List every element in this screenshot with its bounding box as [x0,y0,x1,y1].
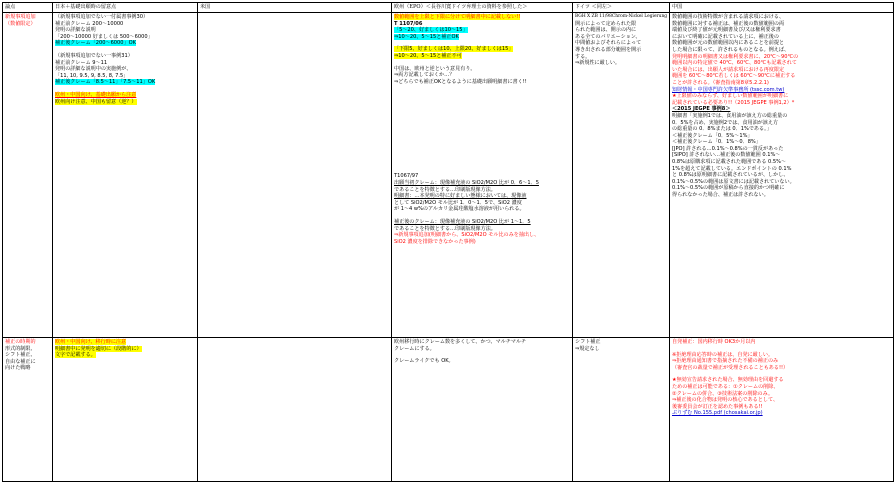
row1-cn: 数値範囲の技術特徴が含まれる請求項における、 数値範囲に対する補正は、補正後の数値範囲の両 端値及び終了値が元明細書及び/又は権利要求書 において明確に記載されている上に、補正後の 数値範囲が元の数値範囲以内にあることを前提と した場合に限って、許されるものとなる。例えば、 発明明細書の明細書又は権利要求書に、20℃〜90℃の 範囲以内の特定値で 40℃、60℃、80℃も記載されて いた場合には、出願人が請求項における再度限定 範囲を 60℃〜80℃若しくは 60℃〜90℃に補正する ことが許される。（審査指南第8章5.2.2.1) 知財情報・中国専門許欠準事務所 (tssc.com.tw) ★上限値のみならず、好ましい数値範囲が明細書に 記載されている必要あり!!（2015 JEGPE 事例1,2）* ＜2015 JEGPE 事例8＞ 明細書「実施例1では、食用油が該え方の総重量の 0．5%を占め、実施例2では、食用油が該え方 の総重量の 0．8%または 0．1%である。」 ＜補正後クレーム「0．5%〜1%」 ＜補正後クレーム「0．1%〜0．8%」 [JPO] 許される…0.1%〜0.8%の一貫反があった [SIPO] 許されない…補正後の数値範囲 0.1%〜 0.8%は原購求項に記載された範囲である 0.5%〜 1%を超えて記載している。エンドポイントの 0.1% と 0.8%は原明細書に記載されているが、しかし、 0.1%〜0.5%の範囲は原文書には記載されていない。 0.1%〜0.5%の範囲が原稿から直接的かつ明確に 得られなかった場合、補正は許されない。 [670,13,894,338]
row2-japan: 欧州・中国向け、移行時に注意 明細書中に発明を適切に（段階的に） 文字で記載する。 [53,338,198,482]
header-de: ドイツ ＜同左＞ [573,3,670,13]
header-cn: 中国 [670,3,894,13]
row-amendment-timing [3,338,894,482]
row1-topic: 新規事項追加 （数値限定） [3,13,53,338]
row1-us [198,13,392,338]
cn-prism-link[interactable]: ぶりずむ No.155.pdf (chosakai.or.jp) [672,410,763,417]
row-new-matter [3,13,894,338]
comparison-table [2,2,894,482]
cn-source-link[interactable]: 知財情報・中国専門許欠準事務所 (tssc.com.tw) [672,86,785,93]
header-us: 米国 [198,3,392,13]
row2-de: シフト補正 ⇒規定なし [573,338,670,482]
row2-us [198,338,392,482]
header-epo: 欧州（EPO）＜長谷川寛ドイツ弁理士の資料を参照した＞ [392,3,573,13]
row1-japan: （新規事項追加でない一付属書事例30） 補正前クレーム 200〜10000 発明の詳細な説明 「200〜10000 好ましくは 500〜6000」 補正後クレーム「200〜6000」OK （新規事項追加でない一事例31） 補正前クレーム 9〜11 発明の詳細な説明中の実施例が、 「11, 10, 9.5, 9, 8.5, 8, 7.5」 補正後クレーム「8.5〜11」「7.5〜11」OK 欧州・中国向け、基礎出願から注意 欧州向け注意、中国も留意（逆？） [53,13,198,338]
row2-topic: 補正の時期的 形式的制限、 シフト補正、 自由な補正に 向けた戦略 [3,338,53,482]
row1-de: BGH X ZB 11/98Chrom-Nickel Legierung 開示によって定められた限 られた範囲は、開示の内に ある全てのバリエーション、 中間値およびそれらによって 導き出される部分範囲を開示 する。 ⇒新規性に厳しい。 [573,13,670,338]
header-japan: 日本＋基礎出願時の留意点 [53,3,198,13]
row2-cn: 自発補正：国内移行時 OK3か月以内 ※拒絶理由応答時の補正は、自発に厳しい。 ⇒拒絶理由通知書で指摘された不備の補正のみ （審査官の裁量で補正が受理されることもある!!） ★無効宣告請求された場合、無効理由を回避する ための補正は可能である：①クレームの削除、 ②クレームの併合、③技術法案の削除のみ。 ⇒補正後の化合物は発明の核心であるとして、 後審委員会が訂正を認めた事例もある!! ぶりずむ No.155.pdf (chosakai.or.jp) [670,338,894,482]
header-topic: 論点 [3,3,53,13]
row2-epo: 欧州移行時にクレーム数を多くして、かつ、マルチマルチ クレームにする。 クレームライクでも OK。 [392,338,573,482]
header-row [3,3,894,13]
row1-epo: 数値範囲を上限と下限に分けて明細書中に記載しない!! T 1107/06 「5〜20、好ましくは10〜15」 ⇒10〜20、5〜15と補正OK 「下限5、好ましくは10、上限20、好ましくは15」 ⇒10〜20、5〜15と補正不可 中国は、欧州と逆という意見有り。 ⇒両方記載しておくか…？ ⇒どちらでも補正OKとなるように基礎出願明細書に書く!! T1067/97 出願当初クレーム：現像補充液の SiO2/M2O 比が 0．6〜1．5 であることを特徴とする…印刷版現像方法。 明細書：…本発明の特に好ましい態様においては、現像液 として SiO2/M2O モル比が 1．0〜1．5で、SiO2 濃度 が 1〜4 w%のアルカリ金属珪酸塩水溶液が用いられる。 補正後のクレーム：現像補充液の SiO2/M2O 比が 1〜1．5 であることを特徴とする…印刷版現像方法。 ⇒新規事項追加(明細書から、SiO2/M2O モル比のみを抽出し、 SiO2 濃度を排除できなかった事例) [392,13,573,338]
